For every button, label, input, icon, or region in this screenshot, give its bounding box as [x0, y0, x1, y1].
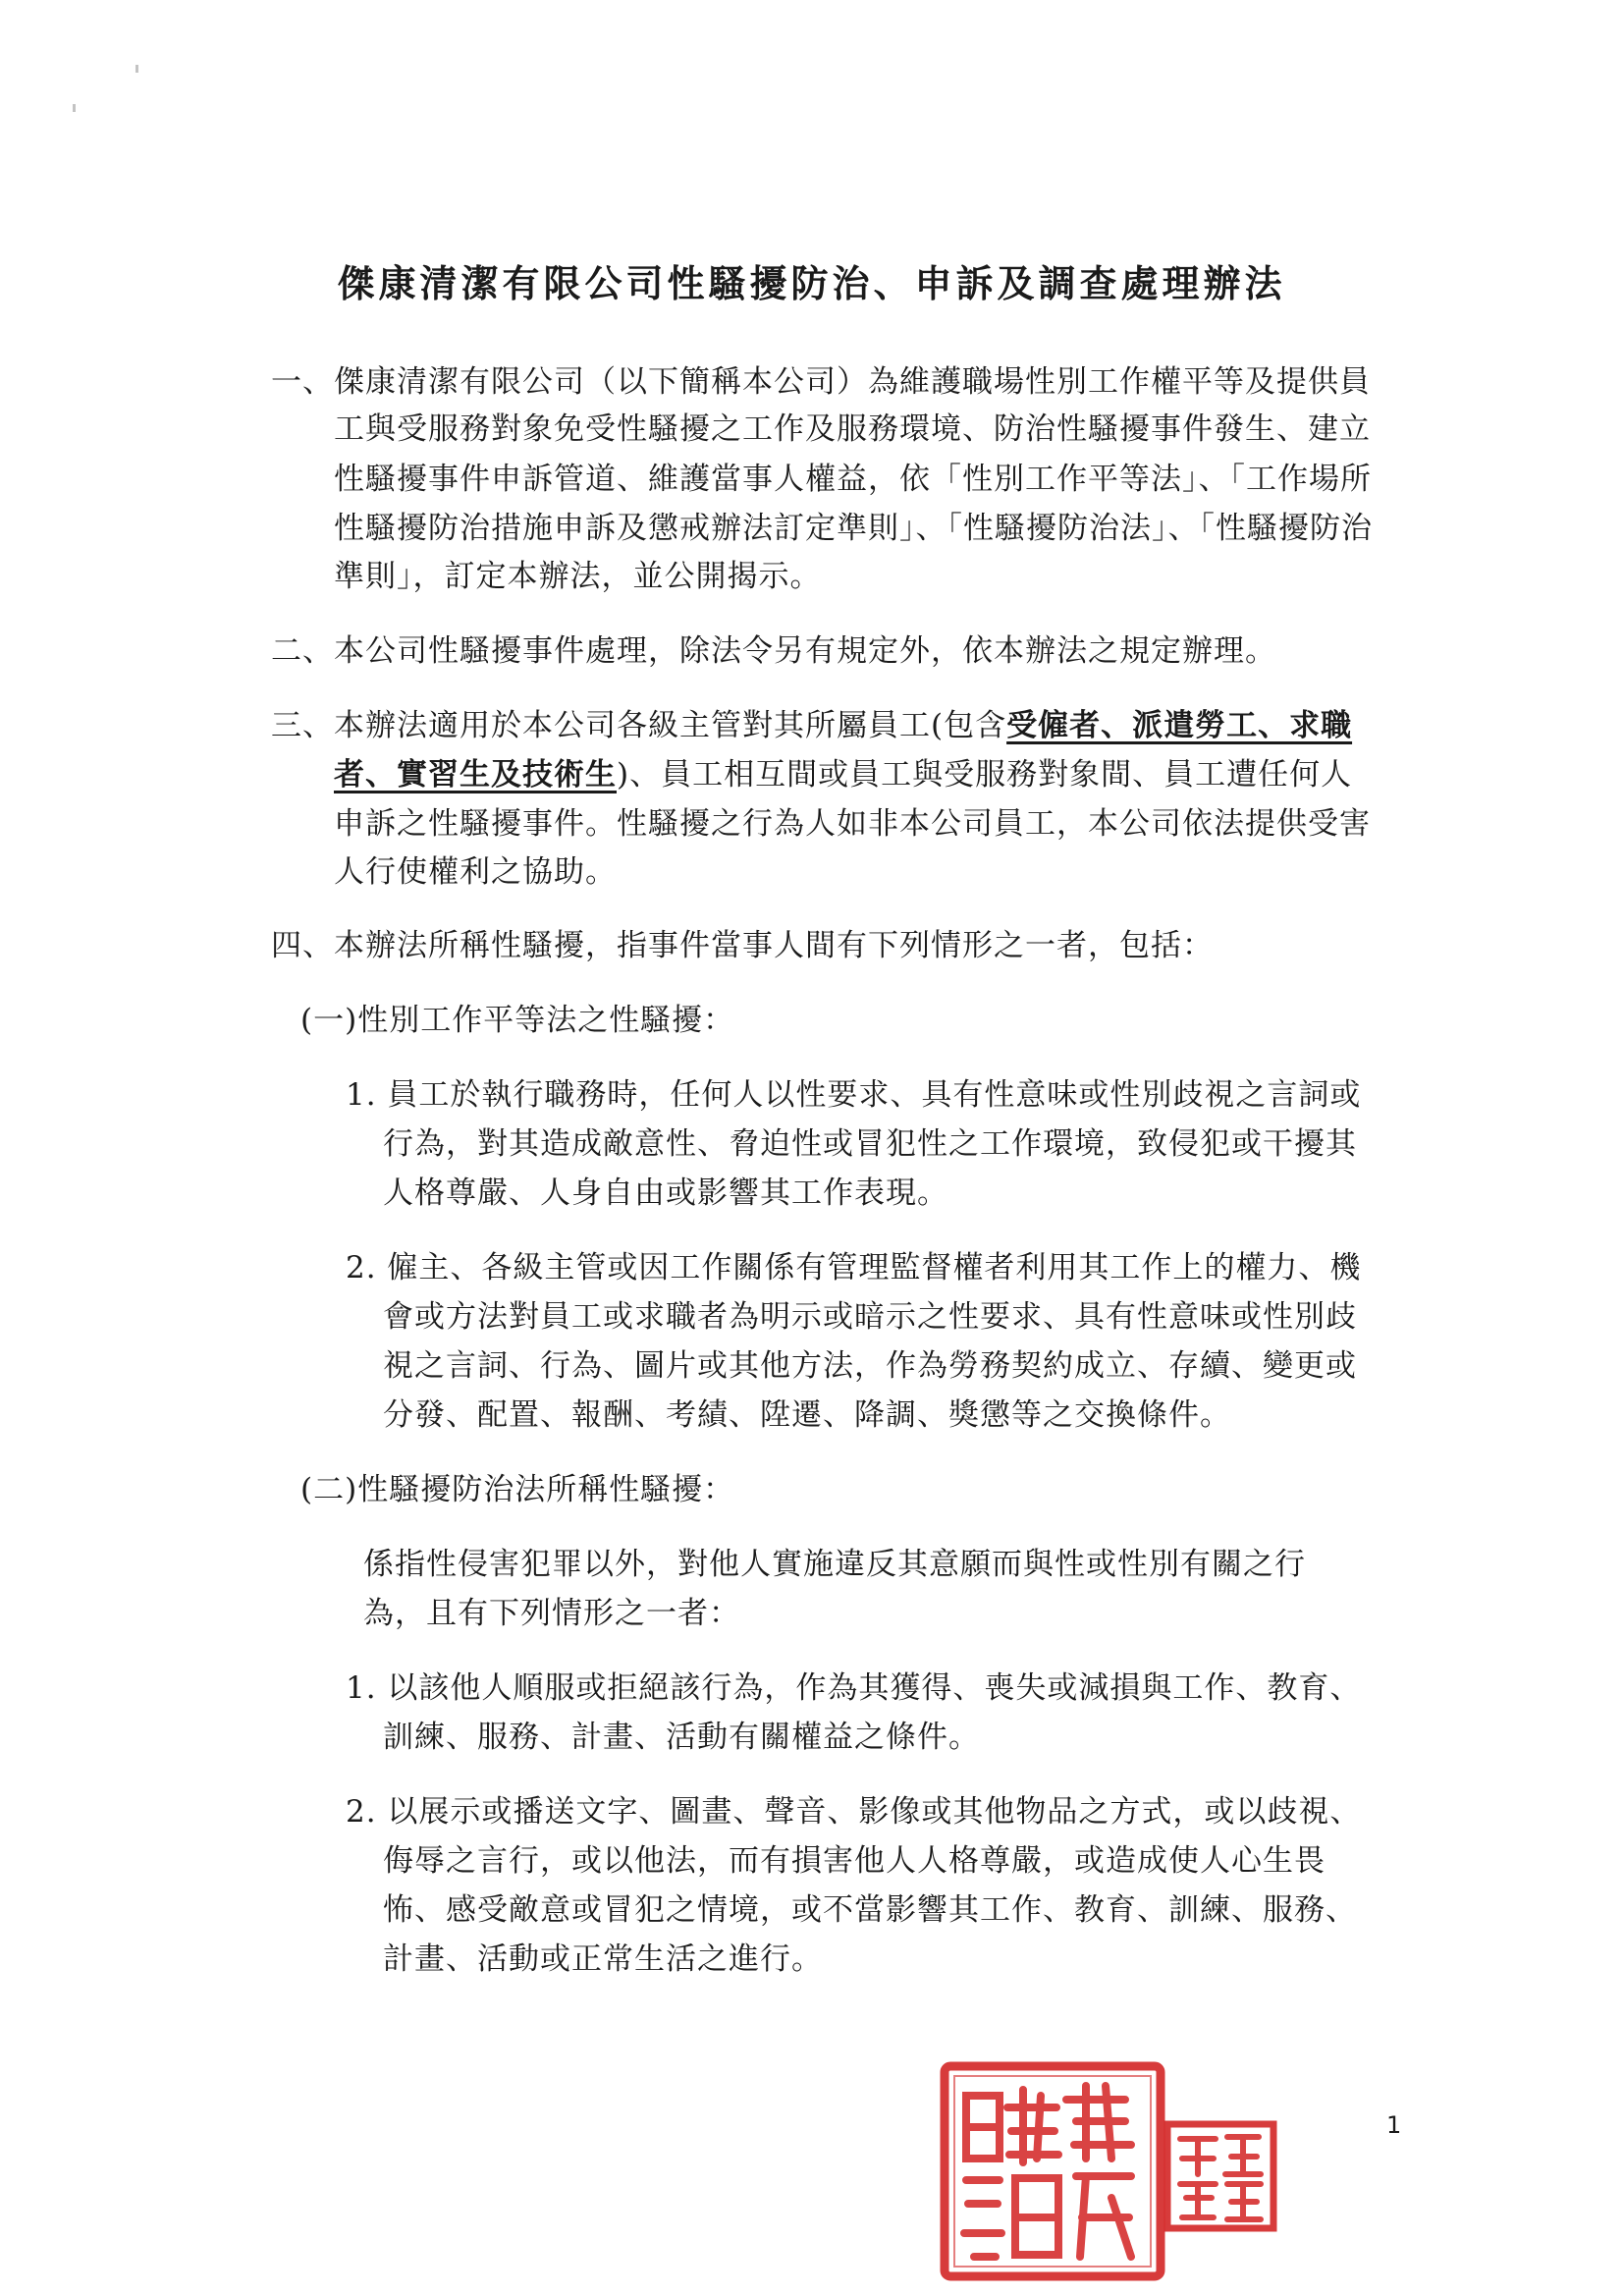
section-1-item-1-line-2: 行為，對其造成敵意性、脅迫性或冒犯性之工作環境，致侵犯或干擾其: [383, 1126, 1357, 1162]
article-4-intro: 四、本辦法所稱性騷擾，指事件當事人間有下列情形之一者，包括：: [271, 928, 1214, 963]
section-2-item-1-line-1: 1. 以該他人順服或拒絕該行為，作為其獲得、喪失或減損與工作、教育、: [346, 1670, 1362, 1706]
section-2-item-2-line-3: 怖、感受敵意或冒犯之情境，或不當影響其工作、教育、訓練、服務、: [383, 1892, 1357, 1928]
article-1-line-3: 性騷擾事件申訴管道、維護當事人權益，依「性別工作平等法」、「工作場所: [334, 462, 1372, 497]
scan-mark: [73, 104, 76, 112]
section-2-item-2-line-2: 侮辱之言行，或以他法，而有損害他人人格尊嚴，或造成使人心生畏: [383, 1843, 1325, 1879]
article-3-line-4: 人行使權利之協助。: [334, 854, 617, 890]
article-3-line-1-text: 三、本辦法適用於本公司各級主管對其所屬員工(包含: [271, 708, 1007, 743]
article-1-line-2: 工與受服務對象免受性騷擾之工作及服務環境、防治性騷擾事件發生、建立: [334, 411, 1371, 447]
article-1-line-1: 一、傑康清潔有限公司（以下簡稱本公司）為維護職場性別工作權平等及提供員: [271, 364, 1371, 400]
worker-types-underlined: 受僱者、派遣勞工、求職: [1006, 708, 1353, 743]
section-2-item-1-line-2: 訓練、服務、計畫、活動有關權益之條件。: [383, 1720, 980, 1755]
section-1-item-1-line-3: 人格尊嚴、人身自由或影響其工作表現。: [383, 1175, 948, 1211]
section-2-intro-line-1: 係指性侵害犯罪以外，對他人實施違反其意願而與性或性別有關之行: [363, 1547, 1306, 1582]
scan-mark: [135, 65, 138, 73]
section-1-item-2-line-2: 會或方法對員工或求職者為明示或暗示之性要求、具有性意味或性別歧: [383, 1299, 1357, 1335]
article-2-line-1: 二、本公司性騷擾事件處理，除法令另有規定外，依本辦法之規定辦理。: [271, 633, 1276, 669]
section-1-item-1-line-1: 1. 員工於執行職務時，任何人以性要求、具有性意味或性別歧視之言詞或: [346, 1077, 1362, 1113]
article-3-line-2: [334, 752, 1352, 797]
section-1-item-2-line-1: 2. 僱主、各級主管或因工作關係有管理監督權者利用其工作上的權力、機: [346, 1250, 1362, 1285]
company-seal-stamp: [939, 2060, 1166, 2282]
article-3-line-2-text: )、員工相互間或員工與受服務對象間、員工遭任何人: [617, 757, 1353, 793]
article-3-line-3: 申訴之性騷擾事件。性騷擾之行為人如非本公司員工，本公司依法提供受害: [334, 806, 1371, 842]
section-1-heading: (一)性別工作平等法之性騷擾：: [300, 1003, 735, 1038]
representative-seal-stamp: [1163, 2119, 1278, 2233]
article-1-line-5: 準則」，訂定本辦法，並公開揭示。: [334, 559, 822, 594]
section-2-intro-line-2: 為，且有下列情形之一者：: [363, 1596, 740, 1631]
section-1-item-2-line-3: 視之言詞、行為、圖片或其他方法，作為勞務契約成立、存續、變更或: [383, 1348, 1357, 1384]
section-2-heading: (二)性騷擾防治法所稱性騷擾：: [300, 1472, 735, 1507]
document-title: 傑康清潔有限公司性騷擾防治、申訴及調查處理辦法: [337, 261, 1286, 305]
page-number: 1: [1386, 2111, 1402, 2139]
section-2-item-2-line-4: 計畫、活動或正常生活之進行。: [383, 1941, 823, 1977]
article-1-line-4: 性騷擾防治措施申訴及懲戒辦法訂定準則」、「性騷擾防治法」、「性騷擾防治: [334, 511, 1373, 546]
section-2-item-2-line-1: 2. 以展示或播送文字、圖畫、聲音、影像或其他物品之方式，或以歧視、: [346, 1794, 1362, 1830]
section-1-item-2-line-4: 分發、配置、報酬、考績、陞遷、降調、獎懲等之交換條件。: [383, 1397, 1231, 1433]
article-3-line-1: [271, 703, 1352, 748]
worker-types-underlined-cont: 者、實習生及技術生: [334, 757, 617, 793]
